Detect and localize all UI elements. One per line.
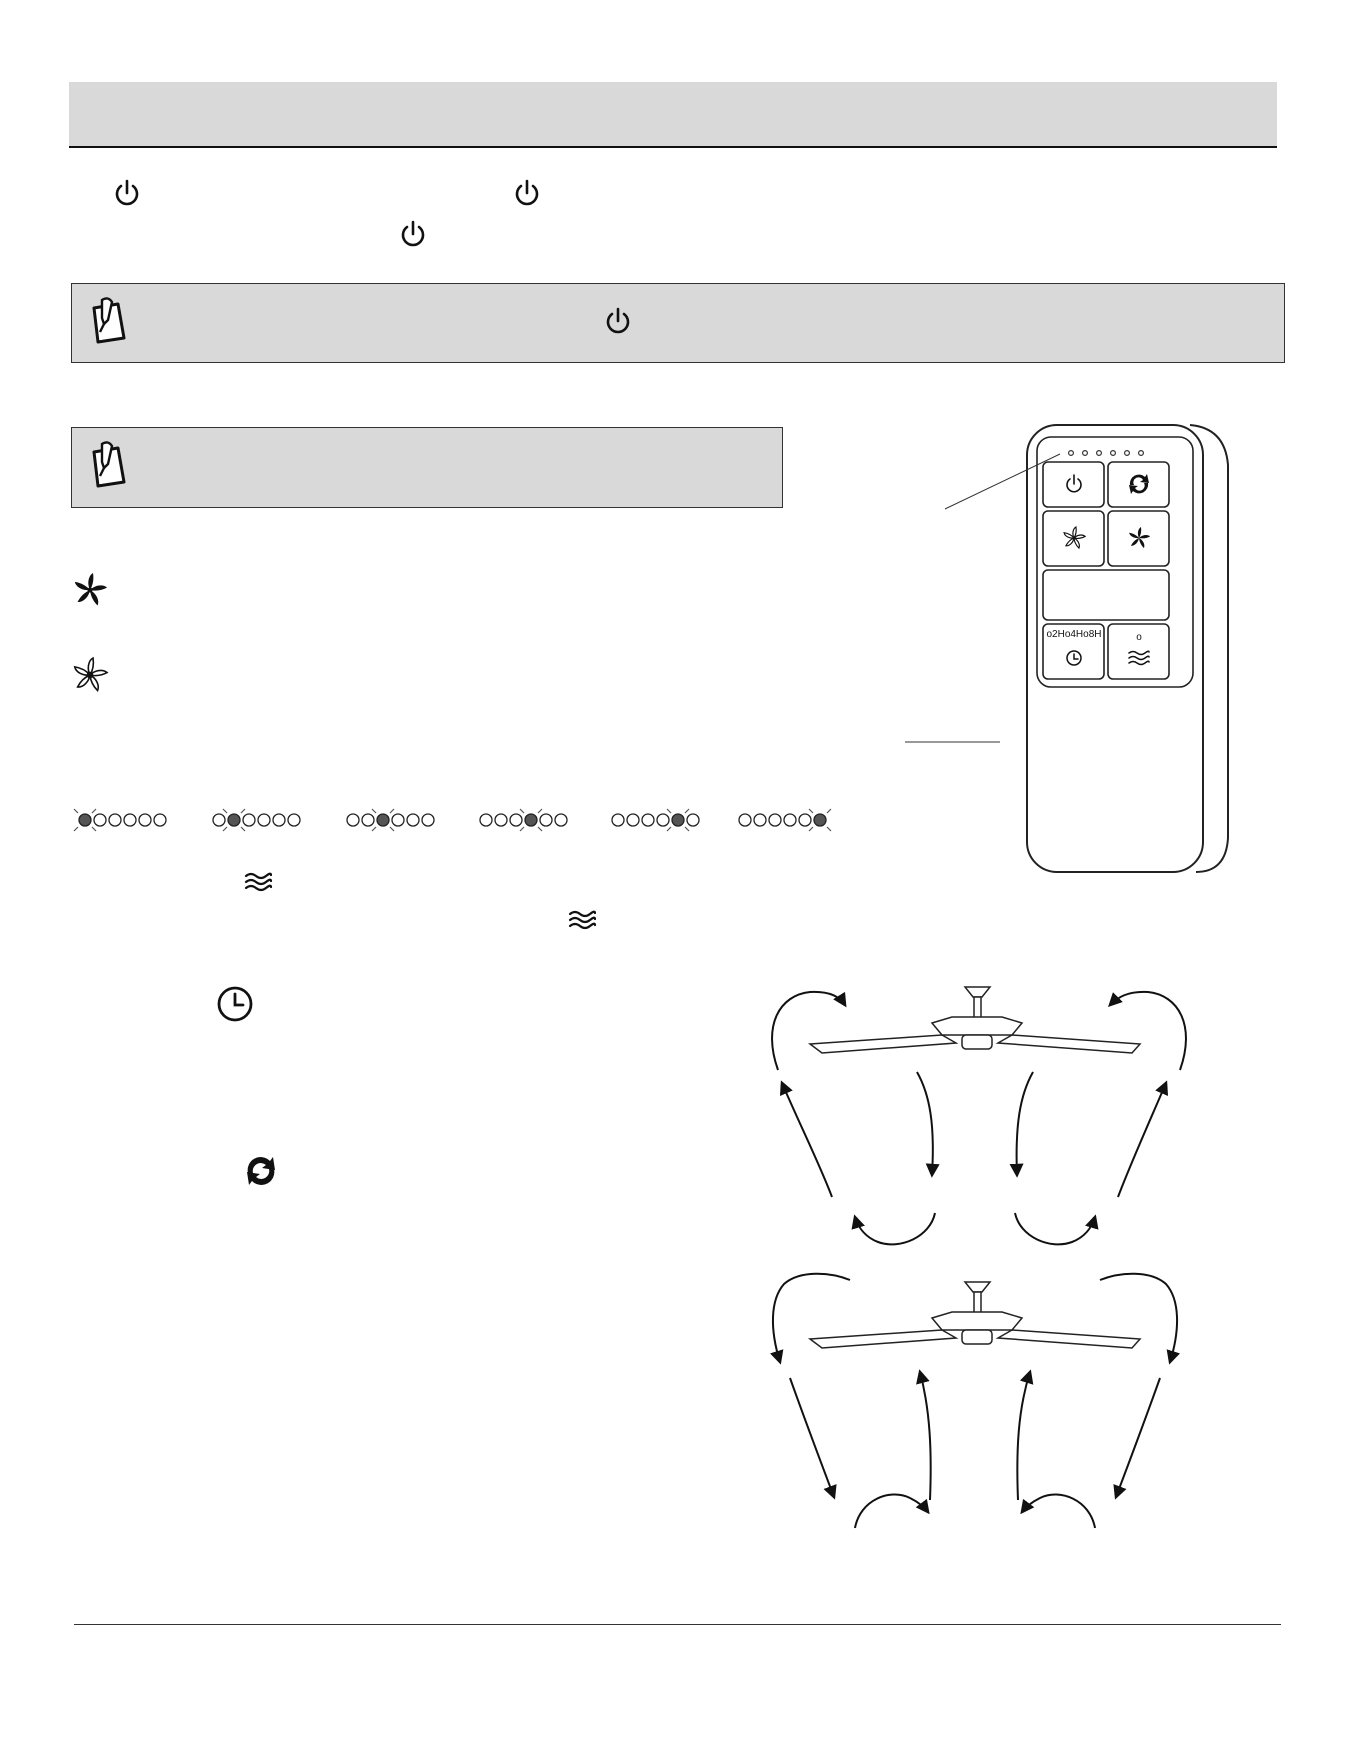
led-off bbox=[94, 814, 106, 826]
fan-speed-down-icon bbox=[70, 655, 110, 695]
led-off bbox=[288, 814, 300, 826]
remote-control-illustration bbox=[1020, 420, 1250, 880]
led-off bbox=[739, 814, 751, 826]
led-on bbox=[377, 814, 389, 826]
led-off bbox=[392, 814, 404, 826]
led-off bbox=[347, 814, 359, 826]
note-pad-icon bbox=[86, 438, 130, 488]
led-off bbox=[154, 814, 166, 826]
led-off bbox=[687, 814, 699, 826]
led-off bbox=[754, 814, 766, 826]
breeze-wave-icon bbox=[567, 909, 597, 931]
footer-divider bbox=[74, 1624, 1281, 1625]
speed-level-indicator bbox=[609, 805, 729, 835]
led-off bbox=[422, 814, 434, 826]
led-off bbox=[799, 814, 811, 826]
airflow-updraft-diagram bbox=[760, 1260, 1200, 1540]
power-icon bbox=[398, 219, 428, 249]
led-on bbox=[79, 814, 91, 826]
breeze-indicator-label: o bbox=[1136, 632, 1142, 643]
led-off bbox=[769, 814, 781, 826]
led-off bbox=[213, 814, 225, 826]
led-off bbox=[612, 814, 624, 826]
fan-speed-up-icon bbox=[70, 570, 110, 610]
speed-level-indicator bbox=[736, 805, 856, 835]
led-off bbox=[784, 814, 796, 826]
led-off bbox=[642, 814, 654, 826]
led-off bbox=[258, 814, 270, 826]
led-off bbox=[555, 814, 567, 826]
speed-level-indicator bbox=[477, 805, 597, 835]
speed-level-indicator bbox=[210, 805, 330, 835]
led-off bbox=[510, 814, 522, 826]
note-box bbox=[71, 427, 783, 508]
led-off bbox=[480, 814, 492, 826]
led-on bbox=[525, 814, 537, 826]
speed-level-indicator bbox=[76, 805, 196, 835]
led-off bbox=[362, 814, 374, 826]
breeze-wave-icon bbox=[243, 871, 273, 893]
led-off bbox=[657, 814, 669, 826]
power-icon bbox=[603, 306, 633, 336]
led-off bbox=[627, 814, 639, 826]
note-box bbox=[71, 283, 1285, 363]
led-off bbox=[495, 814, 507, 826]
airflow-downdraft-diagram bbox=[760, 975, 1200, 1255]
section-header-band bbox=[69, 82, 1277, 148]
timer-clock-icon bbox=[215, 984, 255, 1024]
led-on bbox=[672, 814, 684, 826]
power-icon bbox=[112, 178, 142, 208]
timer-options-label: o2Ho4Ho8H bbox=[1046, 629, 1102, 640]
led-off bbox=[139, 814, 151, 826]
note-pad-icon bbox=[86, 294, 130, 344]
led-off bbox=[273, 814, 285, 826]
led-off bbox=[124, 814, 136, 826]
power-icon bbox=[512, 178, 542, 208]
led-on bbox=[228, 814, 240, 826]
speed-level-indicator bbox=[344, 805, 464, 835]
reverse-rotation-icon bbox=[241, 1150, 281, 1192]
led-off bbox=[109, 814, 121, 826]
led-on bbox=[814, 814, 826, 826]
led-off bbox=[407, 814, 419, 826]
led-off bbox=[540, 814, 552, 826]
led-off bbox=[243, 814, 255, 826]
